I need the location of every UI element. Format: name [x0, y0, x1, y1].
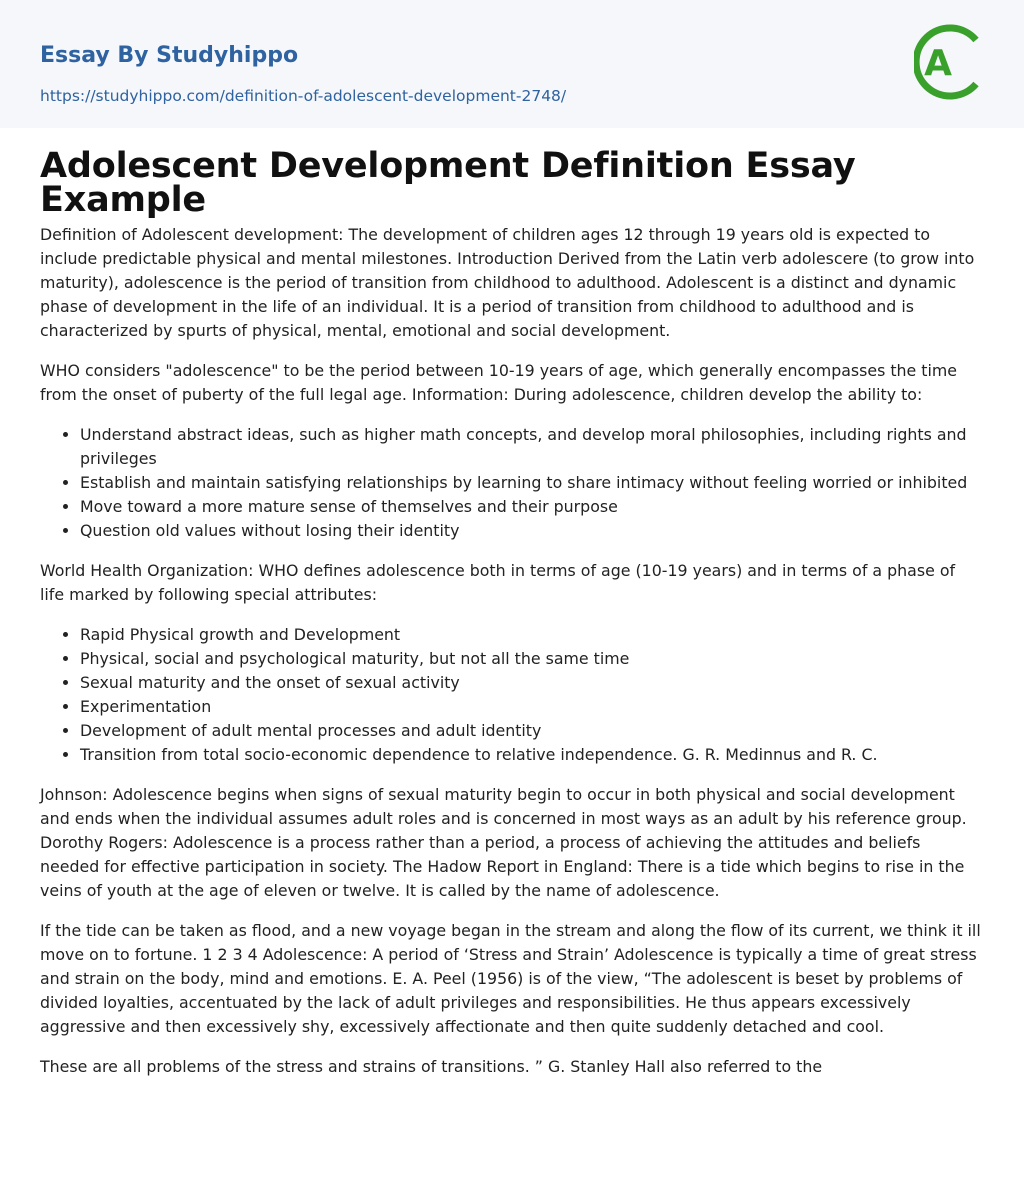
site-header — [0, 0, 1024, 128]
paragraph-definition: Definition of Adolescent development: The development of children ages 12 through 19 years old is expected to include predictable physical and mental milestones. Introduction Derived from the Latin verb adolescere (to grow into maturity), adolescence is the period of transition from childhood to adulthood. Adolescent is a distinct and dynamic phase of development in the life of an individual. It is a period of transition from childhood to adulthood and is characterized by spurts of physical, mental, emotional and social development. — [40, 225, 975, 340]
paragraph-who-considers: WHO considers "adolescence" to be the period between 10-19 years of age, which generally encompasses the time from the onset of puberty of the full legal age. Information: During adolescence, children develop the ability to: — [40, 361, 957, 404]
list-item: • Transition from total socio-economic dependence to relative independence. G. R. Medinnus and R. C. — [80, 743, 984, 767]
list-item: • Establish and maintain satisfying relationships by learning to share intimacy without feeling worried or inhibited — [80, 471, 984, 495]
attributes-list — [40, 623, 984, 767]
list-item: • Experimentation — [80, 695, 984, 719]
paragraph-johnson: Johnson: Adolescence begins when signs of sexual maturity begin to occur in both physical and social development and ends when the individual assumes adult roles and is concerned in most ways as an adult by his reference group. Dorothy Rogers: Adolescence is a process rather than a period, a process of achieving the attitudes and beliefs needed for effective participation in society. The Hadow Report in England: There is a tide which begins to rise in the veins of youth at the age of eleven or twelve. It is called by the name of adolescence. — [40, 785, 967, 900]
list-item: • Sexual maturity and the onset of sexual activity — [80, 671, 984, 695]
article-title: Adolescent Development Definition Essay Example — [40, 146, 856, 220]
article-body — [0, 128, 1024, 1079]
studyhippo-logo-icon[interactable] — [914, 18, 986, 106]
list-item: • Understand abstract ideas, such as higher math concepts, and develop moral philosophies, including rights and privileges — [80, 423, 984, 471]
list-item: • Physical, social and psychological maturity, but not all the same time — [80, 647, 984, 671]
list-item: • Move toward a more mature sense of themselves and their purpose — [80, 495, 984, 519]
list-item: • Development of adult mental processes and adult identity — [80, 719, 984, 743]
paragraph-transitions: These are all problems of the stress and strains of transitions. ” G. Stanley Hall also referred to the — [40, 1057, 823, 1076]
list-item: • Rapid Physical growth and Development — [80, 623, 984, 647]
list-item: • Question old values without losing their identity — [80, 519, 984, 543]
source-url-link[interactable]: https://studyhippo.com/definition-of-adolescent-development-2748/ — [40, 87, 567, 105]
paragraph-tide: If the tide can be taken as flood, and a new voyage began in the stream and along the flow of its current, we think it ill move on to fortune. 1 2 3 4 Adolescence: A period of ‘Stress and Strain’ Adolescence is typically a time of great stress and strain on the body, mind and emotions. E. A. Peel (1956) is of the view, “The adolescent is beset by problems of divided loyalties, accentuated by the lack of adult privileges and responsibilities. He thus appears excessively aggressive and then excessively shy, excessively affectionate and then quite suddenly detached and cool. — [40, 921, 981, 1036]
paragraph-who-defines: World Health Organization: WHO defines adolescence both in terms of age (10-19 years) and in terms of a phase of life marked by following special attributes: — [40, 561, 956, 604]
abilities-list — [40, 423, 984, 543]
site-brand[interactable]: Essay By Studyhippo — [40, 43, 299, 68]
logo-letter: A — [924, 43, 952, 84]
